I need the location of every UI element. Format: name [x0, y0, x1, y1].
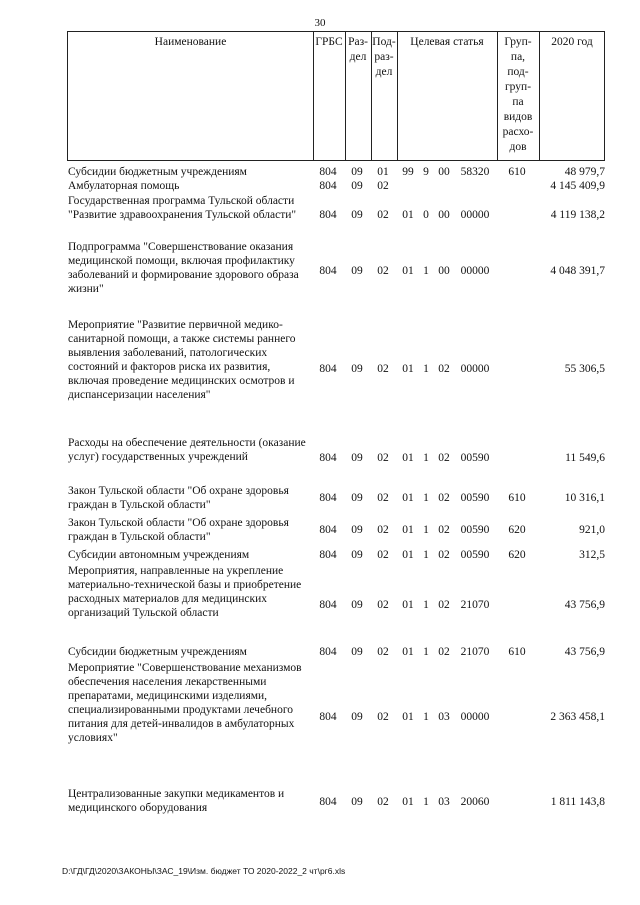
row-razdel: 09: [351, 363, 363, 375]
row-amount: 1 811 143,8: [550, 796, 605, 808]
row-cs-subprogram: 1: [423, 549, 429, 561]
row-razdel: 09: [351, 549, 363, 561]
row-podrazdel: 02: [377, 796, 389, 808]
row-razdel: 09: [351, 452, 363, 464]
row-amount: 55 306,5: [564, 363, 605, 375]
row-podrazdel: 02: [377, 452, 389, 464]
row-grbs: 804: [319, 452, 337, 464]
row-grbs: 804: [319, 166, 337, 178]
row-grbs: 804: [319, 524, 337, 536]
row-razdel: 09: [351, 711, 363, 723]
row-amount: 43 756,9: [564, 599, 605, 611]
row-name: Мероприятие "Совершенствование механизмов обеспечения населения лекарственными препаратами, медицинскими изделиями, специализированными продуктами лечебного питания для детей-инвалидов в амбулаторных условиях": [68, 662, 302, 744]
row-grbs: 804: [319, 599, 337, 611]
file-path-footer: D:\ГД\ГД\2020\ЗАКОНЫ\ЗАС_19\Изм. бюджет ТО 2020-2022_2 чт\рг6.xls: [62, 866, 346, 876]
col-divider: [313, 32, 314, 160]
row-amount: 4 145 409,9: [550, 180, 605, 192]
row-expense-type: 610: [508, 166, 526, 178]
row-cs-program: 01: [402, 492, 414, 504]
row-cs-event: 02: [438, 492, 450, 504]
row-podrazdel: 02: [377, 492, 389, 504]
row-name: Подпрограмма "Совершенствование оказания медицинской помощи, включая профилактику заболеваний и формирование здорового образа жизни": [68, 241, 299, 295]
row-expense-type: 620: [508, 524, 526, 536]
row-amount: 48 979,7: [564, 166, 605, 178]
row-expense-type: 610: [508, 646, 526, 658]
row-cs-subprogram: 1: [423, 796, 429, 808]
row-amount: 43 756,9: [564, 646, 605, 658]
row-cs-direction: 00590: [460, 549, 490, 561]
header-grbs: ГРБС: [315, 36, 343, 48]
row-cs-direction: 00590: [460, 524, 490, 536]
row-cs-subprogram: 1: [423, 599, 429, 611]
row-podrazdel: 02: [377, 265, 389, 277]
row-cs-event: 00: [438, 209, 450, 221]
row-amount: 921,0: [579, 524, 605, 536]
row-cs-program: 99: [402, 166, 414, 178]
row-cs-direction: 58320: [460, 166, 490, 178]
row-podrazdel: 02: [377, 549, 389, 561]
row-cs-direction: 00590: [460, 492, 490, 504]
row-cs-program: 01: [402, 711, 414, 723]
row-cs-event: 02: [438, 452, 450, 464]
row-podrazdel: 02: [377, 646, 389, 658]
row-grbs: 804: [319, 711, 337, 723]
col-divider: [539, 32, 540, 160]
row-razdel: 09: [351, 180, 363, 192]
row-cs-event: 02: [438, 524, 450, 536]
row-cs-program: 01: [402, 646, 414, 658]
row-razdel: 09: [351, 646, 363, 658]
row-amount: 11 549,6: [565, 452, 605, 464]
row-grbs: 804: [319, 646, 337, 658]
row-cs-event: 02: [438, 646, 450, 658]
header-gruppa: Груп- па, под- груп- па видов расхо- дов: [502, 36, 534, 153]
row-cs-direction: 21070: [460, 646, 490, 658]
row-cs-direction: 00000: [460, 209, 490, 221]
row-podrazdel: 02: [377, 363, 389, 375]
row-name: Субсидии автономным учреждениям: [68, 549, 250, 561]
row-name: Государственная программа Тульской области "Развитие здравоохранения Тульской области": [68, 195, 297, 221]
row-cs-program: 01: [402, 599, 414, 611]
row-cs-subprogram: 0: [423, 209, 429, 221]
row-name: Мероприятие "Развитие первичной медико-санитарной помощи, а также системы раннего выявления заболеваний, патологических состояний и факторов риска их развития, включая проведение медицинских осмотров и диспансеризации населения": [68, 319, 296, 401]
row-podrazdel: 02: [377, 180, 389, 192]
row-razdel: 09: [351, 796, 363, 808]
row-name: Закон Тульской области "Об охране здоровья граждан в Тульской области": [68, 485, 289, 511]
row-cs-subprogram: 9: [423, 166, 429, 178]
row-cs-subprogram: 1: [423, 711, 429, 723]
row-cs-program: 01: [402, 796, 414, 808]
row-cs-direction: 21070: [460, 599, 490, 611]
row-grbs: 804: [319, 209, 337, 221]
row-razdel: 09: [351, 265, 363, 277]
row-cs-program: 01: [402, 209, 414, 221]
row-name: Амбулаторная помощь: [68, 180, 180, 192]
row-cs-direction: 00590: [460, 452, 490, 464]
table-header: [67, 31, 605, 161]
header-year: 2020 год: [551, 36, 593, 48]
row-amount: 4 048 391,7: [550, 265, 605, 277]
row-grbs: 804: [319, 492, 337, 504]
header-statya: Целевая статья: [410, 36, 484, 48]
row-expense-type: 610: [508, 492, 526, 504]
row-expense-type: 620: [508, 549, 526, 561]
row-razdel: 09: [351, 166, 363, 178]
row-name: Мероприятия, направленные на укрепление материально-технической базы и приобретение расходных материалов для медицинских организаций Тульской области: [68, 565, 302, 619]
row-razdel: 09: [351, 599, 363, 611]
row-amount: 2 363 458,1: [550, 711, 605, 723]
row-grbs: 804: [319, 796, 337, 808]
row-cs-program: 01: [402, 549, 414, 561]
row-podrazdel: 02: [377, 209, 389, 221]
row-cs-event: 02: [438, 549, 450, 561]
row-cs-program: 01: [402, 452, 414, 464]
row-name: Централизованные закупки медикаментов и медицинского оборудования: [68, 788, 285, 814]
row-razdel: 09: [351, 209, 363, 221]
row-cs-direction: 00000: [460, 711, 490, 723]
row-name: Субсидии бюджетным учреждениям: [68, 646, 247, 658]
row-cs-subprogram: 1: [423, 524, 429, 536]
row-grbs: 804: [319, 549, 337, 561]
row-grbs: 804: [319, 363, 337, 375]
row-cs-event: 03: [438, 796, 450, 808]
row-grbs: 804: [319, 180, 337, 192]
row-name: Субсидии бюджетным учреждениям: [68, 166, 247, 178]
row-razdel: 09: [351, 492, 363, 504]
row-cs-event: 02: [438, 599, 450, 611]
row-cs-direction: 00000: [460, 363, 490, 375]
row-cs-event: 02: [438, 363, 450, 375]
row-cs-program: 01: [402, 524, 414, 536]
row-cs-event: 00: [438, 166, 450, 178]
row-razdel: 09: [351, 524, 363, 536]
row-cs-subprogram: 1: [423, 363, 429, 375]
row-amount: 10 316,1: [564, 492, 605, 504]
row-cs-subprogram: 1: [423, 452, 429, 464]
row-podrazdel: 02: [377, 711, 389, 723]
row-podrazdel: 02: [377, 599, 389, 611]
row-cs-subprogram: 1: [423, 646, 429, 658]
row-cs-program: 01: [402, 363, 414, 375]
row-cs-subprogram: 1: [423, 265, 429, 277]
row-cs-program: 01: [402, 265, 414, 277]
row-grbs: 804: [319, 265, 337, 277]
row-cs-direction: 00000: [460, 265, 490, 277]
header-name: Наименование: [154, 36, 227, 48]
row-cs-event: 03: [438, 711, 450, 723]
row-cs-subprogram: 1: [423, 492, 429, 504]
row-name: Закон Тульской области "Об охране здоровья граждан в Тульской области": [68, 517, 289, 543]
row-amount: 312,5: [579, 549, 605, 561]
row-amount: 4 119 138,2: [550, 209, 605, 221]
row-podrazdel: 01: [377, 166, 389, 178]
row-podrazdel: 02: [377, 524, 389, 536]
page-number: 30: [314, 17, 326, 29]
row-cs-direction: 20060: [460, 796, 490, 808]
row-cs-event: 00: [438, 265, 450, 277]
header-razdel: Раз- дел: [348, 36, 368, 63]
header-podrazdel: Под- раз- дел: [372, 36, 396, 78]
col-divider: [397, 32, 398, 160]
row-name: Расходы на обеспечение деятельности (оказание услуг) государственных учреждений: [68, 437, 306, 463]
